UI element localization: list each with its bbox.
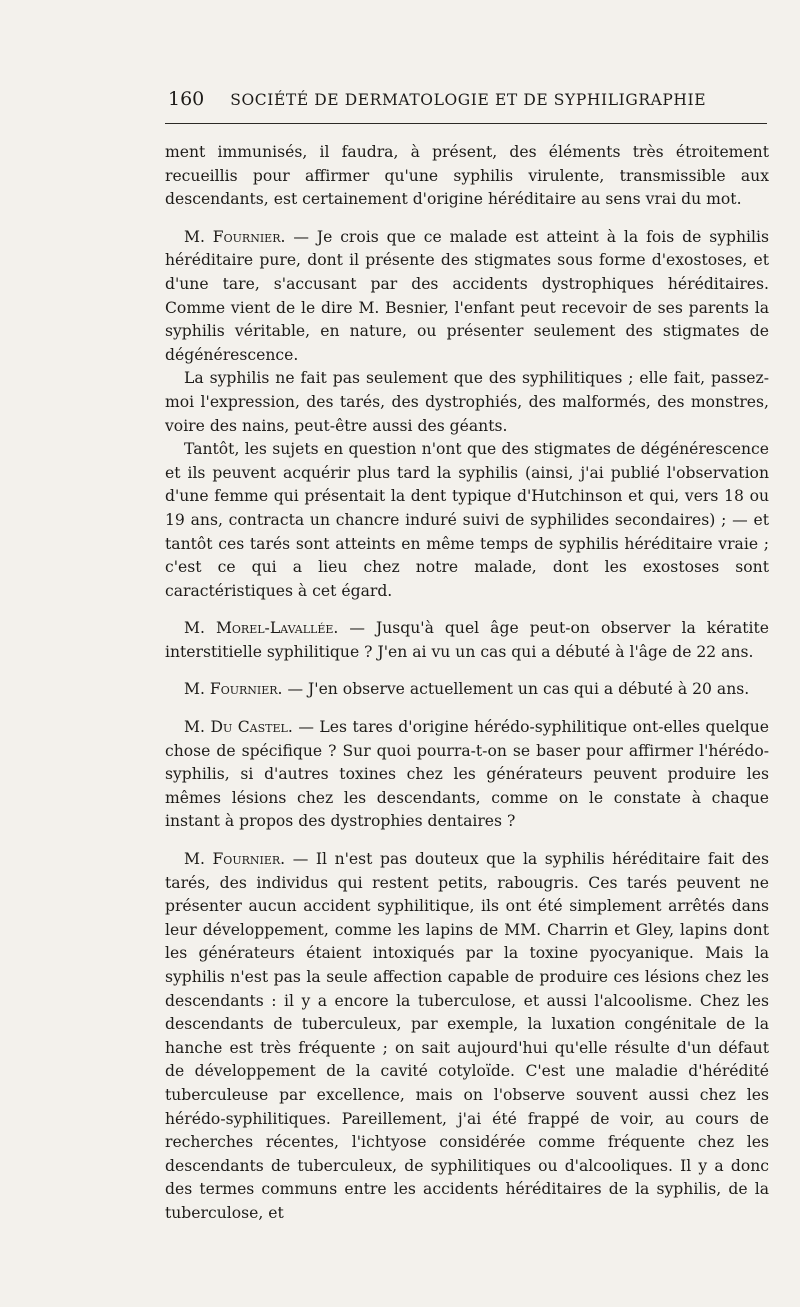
paragraph-fournier-1 (165, 226, 769, 368)
paragraph-morel-lavallee (165, 617, 769, 664)
running-title: SOCIÉTÉ DE DERMATOLOGIE ET DE SYPHILIGRAPHIE (230, 91, 707, 109)
speaker-name: M. Fournier. (184, 850, 286, 869)
paragraph-fournier-3 (165, 848, 769, 1226)
paragraph-fournier-2 (165, 678, 769, 702)
paragraph-tantot (165, 438, 769, 603)
paragraph-text: — Il n'est pas douteux que la syphilis héréditaire fait des tarés, des individus qui restent petits, rabougris. Ces tarés peuvent ne présenter aucun accident syphilitique, ils ont été simplement arrêtés dans leur développement, comme les lapins de MM. Charrin et Gley, lapins dont les générateurs étaient intoxiqués par la toxine pyocyanique. Mais la syphilis n'est pas la seule affection capable de produire ces lésions chez les descendants : il y a encore la tuberculose, et aussi l'alcoolisme. Chez les descendants de tuberculeux, par exemple, la luxation congénitale de la hanche est très fréquente ; on sait aujourd'hui qu'elle résulte d'un défaut de développement de la cavité cotyloïde. C'est une maladie d'hérédité tuberculeuse par excellence, mais on l'observe souvent aussi chez les hérédo-syphilitiques. Pareillement, j'ai été frappé de voir, au cours de recherches récentes, l'ichtyose considérée comme fréquente chez les descendants de tuberculeux, de syphilitiques ou d'alcooliques. Il y a donc des termes communs entre les accidents héréditaires de la syphilis, de la tuberculose, et (165, 850, 769, 1222)
paragraph-text: — Je crois que ce malade est atteint à la fois de syphilis héréditaire pure, dont il présente des stigmates sous forme d'exostoses, et d'une tare, s'accusant par des accidents dystrophiques héréditaires. Comme vient de le dire M. Besnier, l'enfant peut recevoir de ses parents la syphilis véritable, en nature, ou présenter seulement des stigmates de dégénérescence. (165, 227, 769, 364)
paragraph-text: — Jusqu'à quel âge peut-on observer la kératite interstitielle syphilitique ? J'en ai vu un cas qui a débuté à l'âge de 22 ans. (165, 619, 769, 661)
speaker-name: M. Fournier. (184, 680, 283, 699)
speaker-name: M. Fournier. (184, 227, 286, 246)
speaker-name: M. Morel-Lavallée. (184, 619, 339, 638)
paragraph-text: La syphilis ne fait pas seulement que des syphilitiques ; elle fait, passez-moi l'expression, des tarés, des dystrophiés, des malformés, des monstres, voire des nains, peut-être aussi des géants. (165, 369, 769, 435)
header-rule (165, 123, 767, 124)
paragraph-text: Tantôt, les sujets en question n'ont que des stigmates de dégénérescence et ils peuvent acquérir plus tard la syphilis (ainsi, j'ai publié l'observation d'une femme qui présentait la dent typique d'Hutchinson et qui, vers 18 ou 19 ans, contracta un chancre induré suivi de syphilides secondaires) ; — et tantôt ces tarés sont atteints en même temps de syphilis héréditaire vraie ; c'est ce qui a lieu chez notre malade, dont les exostoses sont caractéristiques à cet égard. (165, 440, 769, 600)
paragraph-du-castel (165, 716, 769, 834)
paragraph-text: — J'en observe actuellement un cas qui a débuté à 20 ans. (287, 680, 750, 699)
page-header (168, 88, 768, 110)
paragraph-continuation (165, 141, 769, 212)
page-body (165, 141, 769, 1226)
page-number: 160 (168, 88, 205, 110)
paragraph-text: — Les tares d'origine hérédo-syphilitique ont-elles quelque chose de spécifique ? Sur quoi pourra-t-on se baser pour affirmer l'hérédo-syphilis, si d'autres toxines chez les générateurs peuvent produire les mêmes lésions chez les descendants, comme on le constate à chaque instant à propos des dystrophies dentaires ? (165, 718, 769, 831)
paragraph-syphilis-tares (165, 367, 769, 438)
paragraph-text: ment immunisés, il faudra, à présent, des éléments très étroitement recueillis pour affirmer qu'une syphilis virulente, transmissible aux descendants, est certainement d'origine héréditaire au sens vrai du mot. (165, 143, 769, 209)
speaker-name: M. Du Castel. (184, 718, 293, 737)
